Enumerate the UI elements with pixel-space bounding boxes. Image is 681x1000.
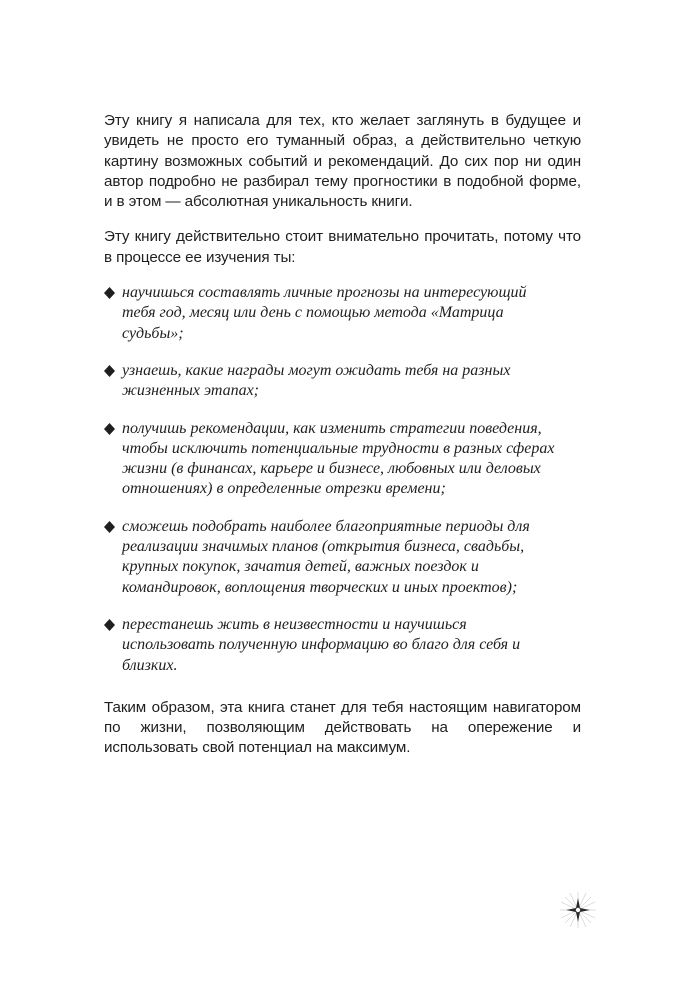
list-item [104,419,562,500]
intro-paragraph: Эту книгу я написала для тех, кто желает заглянуть в будущее и увидеть не просто его туманный образ, а действительно четкую картину возможных событий и рекомендаций. До сих пор ни один автор подробно не разбирал тему прогностики в подобной форме, и в этом — абсолютная уникальность книги. [104,112,581,211]
diamond-bullet-icon [104,619,116,631]
list-item [104,615,562,676]
list-item [104,517,562,598]
list-item [104,361,562,402]
conclusion-paragraph: Таким образом, эта книга станет для тебя настоящим навигатором по жизни, позволяющим действовать на опережение и использовать свой потенциал на максимум. [104,698,581,757]
page-content [104,111,581,759]
diamond-bullet-icon [104,287,116,299]
list-item-text: научишься составлять личные прогнозы на интересующий тебя год, месяц или день с помощью метода «Матрица судьбы»; [122,284,527,342]
diamond-bullet-icon [104,365,116,377]
benefits-list [104,283,581,676]
list-item-text: перестанешь жить в неизвестности и научишься использовать полученную информацию во благо для себя и близких. [122,615,521,674]
list-item-text: получишь рекомендации, как изменить стратегии поведения, чтобы исключить потенциальные трудности в разных сферах жизни (в финансах, карьере и бизнесе, любовных или деловых отношениях) в определенные отрезки времени; [122,419,555,498]
list-item-text: сможешь подобрать наиболее благоприятные периоды для реализации значимых планов (открытия бизнеса, свадьбы, крупных покупок, зачатия детей, важных поездок и командировок, воплощения творческих и иных проектов); [122,517,530,596]
lead-in-paragraph: Эту книгу действительно стоит внимательно прочитать, потому что в процессе ее изучения ты: [104,228,581,266]
list-item [104,283,562,344]
diamond-bullet-icon [104,521,116,533]
diamond-bullet-icon [104,423,116,435]
star-ornament-icon [558,890,598,930]
list-item-text: узнаешь, какие награды могут ожидать тебя на разных жизненных этапах; [122,361,511,400]
